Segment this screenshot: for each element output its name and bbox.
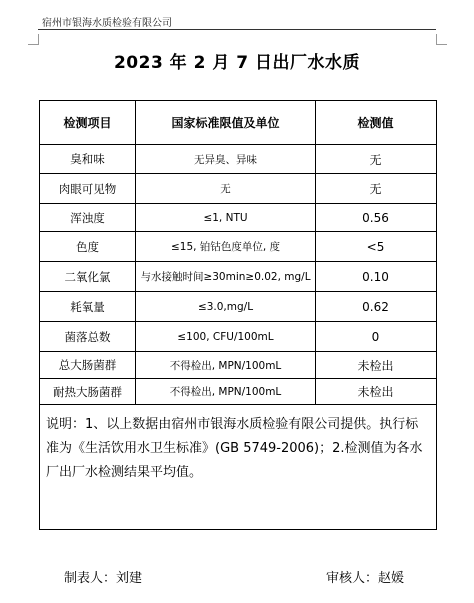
item-name: 臭和味	[40, 145, 136, 173]
item-name: 耐热大肠菌群	[40, 379, 136, 404]
table-row	[40, 232, 436, 262]
maker-signature: 制表人：刘建	[64, 571, 143, 586]
item-value: 0.56	[362, 210, 389, 225]
item-standard: 不得检出, MPN/100mL	[136, 379, 316, 404]
table-row	[40, 322, 436, 352]
table-row	[40, 352, 436, 379]
item-standard: ≤1, NTU	[136, 204, 316, 231]
item-name: 菌落总数	[40, 322, 136, 351]
table-row	[40, 174, 436, 204]
table-header-row	[40, 101, 436, 145]
table-row	[40, 262, 436, 292]
item-standard: 无异臭、异味	[136, 145, 316, 173]
item-name: 肉眼可见物	[40, 174, 136, 203]
item-name: 总大肠菌群	[40, 352, 136, 378]
table-row	[40, 145, 436, 174]
corner-mark-right	[436, 34, 447, 45]
item-value: 0	[371, 329, 380, 344]
header-value: 检测值	[357, 116, 394, 130]
item-name: 浑浊度	[40, 204, 136, 231]
item-standard: ≤15, 铂钴色度单位, 度	[136, 232, 316, 261]
item-name: 二氧化氯	[40, 262, 136, 291]
item-standard: 无	[136, 174, 316, 203]
table-row	[40, 292, 436, 322]
item-standard: ≤100, CFU/100mL	[136, 322, 316, 351]
item-value: <5	[366, 239, 385, 254]
item-name: 耗氧量	[40, 292, 136, 321]
item-standard: 不得检出, MPN/100mL	[136, 352, 316, 378]
item-value: 0.10	[362, 269, 389, 284]
header-item: 检测项目	[40, 101, 136, 144]
header-standard: 国家标准限值及单位	[136, 101, 316, 144]
page-title: 2023 年 2 月 7 日出厂水水质	[113, 53, 361, 73]
reviewer-signature: 审核人：赵媛	[326, 571, 405, 586]
table-note: 说明：1、以上数据由宿州市银海水质检验有限公司提供。执行标准为《生活饮用水卫生标准》(GB 5749-2006)；2.检测值为各水厂出厂水检测结果平均值。	[46, 417, 423, 480]
company-header: 宿州市银海水质检验有限公司	[42, 18, 172, 29]
table-row	[40, 204, 436, 232]
header-rule	[38, 29, 436, 30]
water-quality-table	[39, 100, 437, 530]
item-value: 未检出	[357, 358, 394, 373]
item-value: 无	[369, 182, 382, 196]
corner-mark-left	[28, 34, 39, 45]
table-row	[40, 379, 436, 405]
item-value: 未检出	[357, 385, 394, 399]
item-name: 色度	[40, 232, 136, 261]
item-value: 0.62	[362, 299, 389, 314]
item-standard: ≤3.0,mg/L	[136, 292, 316, 321]
item-standard: 与水接触时间≥30min≥0.02, mg/L	[136, 262, 316, 291]
item-value: 无	[369, 152, 382, 167]
